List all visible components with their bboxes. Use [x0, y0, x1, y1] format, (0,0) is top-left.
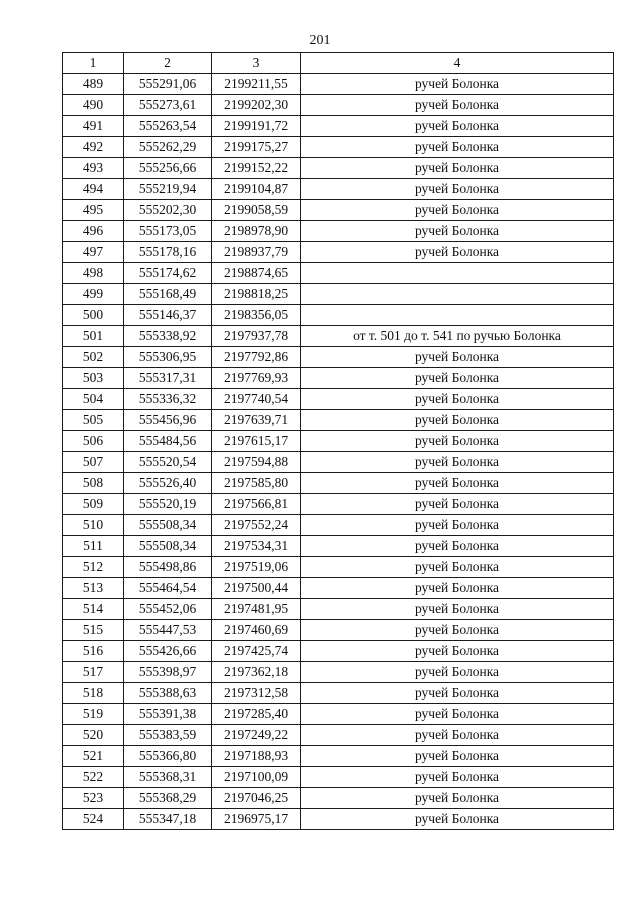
- table-row: [63, 578, 614, 599]
- y-coordinate-cell: 2197481,95: [212, 599, 301, 620]
- description-cell: ручей Болонка: [301, 200, 614, 221]
- point-number-cell: 514: [63, 599, 124, 620]
- y-coordinate-cell: 2199175,27: [212, 137, 301, 158]
- point-number-cell: 505: [63, 410, 124, 431]
- table-row: [63, 200, 614, 221]
- x-coordinate-cell: 555219,94: [124, 179, 212, 200]
- description-cell: ручей Болонка: [301, 578, 614, 599]
- point-number-cell: 518: [63, 683, 124, 704]
- x-coordinate-cell: 555464,54: [124, 578, 212, 599]
- column-header-point: 1: [63, 53, 124, 74]
- point-number-cell: 501: [63, 326, 124, 347]
- point-number-cell: 517: [63, 662, 124, 683]
- point-number-cell: 500: [63, 305, 124, 326]
- point-number-cell: 491: [63, 116, 124, 137]
- description-cell: ручей Болонка: [301, 158, 614, 179]
- table-row: [63, 641, 614, 662]
- x-coordinate-cell: 555383,59: [124, 725, 212, 746]
- y-coordinate-cell: 2197639,71: [212, 410, 301, 431]
- y-coordinate-cell: 2198937,79: [212, 242, 301, 263]
- y-coordinate-cell: 2197937,78: [212, 326, 301, 347]
- y-coordinate-cell: 2199152,22: [212, 158, 301, 179]
- x-coordinate-cell: 555347,18: [124, 809, 212, 830]
- table-row: [63, 263, 614, 284]
- x-coordinate-cell: 555452,06: [124, 599, 212, 620]
- table-row: [63, 221, 614, 242]
- x-coordinate-cell: 555202,30: [124, 200, 212, 221]
- x-coordinate-cell: 555426,66: [124, 641, 212, 662]
- table-row: [63, 683, 614, 704]
- y-coordinate-cell: 2199058,59: [212, 200, 301, 221]
- y-coordinate-cell: 2197500,44: [212, 578, 301, 599]
- point-number-cell: 519: [63, 704, 124, 725]
- description-cell: ручей Болонка: [301, 683, 614, 704]
- point-number-cell: 523: [63, 788, 124, 809]
- point-number-cell: 506: [63, 431, 124, 452]
- description-cell: ручей Болонка: [301, 620, 614, 641]
- x-coordinate-cell: 555526,40: [124, 473, 212, 494]
- y-coordinate-cell: 2197100,09: [212, 767, 301, 788]
- description-cell: ручей Болонка: [301, 368, 614, 389]
- coordinates-table: [62, 52, 614, 830]
- table-body: [63, 74, 614, 830]
- y-coordinate-cell: 2197566,81: [212, 494, 301, 515]
- point-number-cell: 490: [63, 95, 124, 116]
- y-coordinate-cell: 2199202,30: [212, 95, 301, 116]
- table-row: [63, 599, 614, 620]
- table-row: [63, 452, 614, 473]
- description-cell: ручей Болонка: [301, 389, 614, 410]
- point-number-cell: 511: [63, 536, 124, 557]
- description-cell: ручей Болонка: [301, 662, 614, 683]
- table-row: [63, 620, 614, 641]
- table-row: [63, 704, 614, 725]
- description-cell: ручей Болонка: [301, 557, 614, 578]
- y-coordinate-cell: 2198818,25: [212, 284, 301, 305]
- description-cell: [301, 305, 614, 326]
- y-coordinate-cell: 2197534,31: [212, 536, 301, 557]
- y-coordinate-cell: 2196975,17: [212, 809, 301, 830]
- column-header-x: 2: [124, 53, 212, 74]
- x-coordinate-cell: 555306,95: [124, 347, 212, 368]
- point-number-cell: 497: [63, 242, 124, 263]
- y-coordinate-cell: 2197362,18: [212, 662, 301, 683]
- y-coordinate-cell: 2197188,93: [212, 746, 301, 767]
- point-number-cell: 498: [63, 263, 124, 284]
- table-row: [63, 368, 614, 389]
- point-number-cell: 493: [63, 158, 124, 179]
- description-cell: ручей Болонка: [301, 746, 614, 767]
- x-coordinate-cell: 555366,80: [124, 746, 212, 767]
- description-cell: ручей Болонка: [301, 767, 614, 788]
- y-coordinate-cell: 2197519,06: [212, 557, 301, 578]
- description-cell: ручей Болонка: [301, 74, 614, 95]
- point-number-cell: 504: [63, 389, 124, 410]
- point-number-cell: 512: [63, 557, 124, 578]
- description-cell: ручей Болонка: [301, 221, 614, 242]
- x-coordinate-cell: 555368,29: [124, 788, 212, 809]
- x-coordinate-cell: 555317,31: [124, 368, 212, 389]
- table-row: [63, 242, 614, 263]
- x-coordinate-cell: 555508,34: [124, 536, 212, 557]
- y-coordinate-cell: 2198874,65: [212, 263, 301, 284]
- table-row: [63, 809, 614, 830]
- description-cell: ручей Болонка: [301, 473, 614, 494]
- table-row: [63, 410, 614, 431]
- x-coordinate-cell: 555256,66: [124, 158, 212, 179]
- x-coordinate-cell: 555520,54: [124, 452, 212, 473]
- y-coordinate-cell: 2198356,05: [212, 305, 301, 326]
- y-coordinate-cell: 2198978,90: [212, 221, 301, 242]
- x-coordinate-cell: 555336,32: [124, 389, 212, 410]
- point-number-cell: 496: [63, 221, 124, 242]
- description-cell: ручей Болонка: [301, 641, 614, 662]
- table-row: [63, 515, 614, 536]
- y-coordinate-cell: 2199191,72: [212, 116, 301, 137]
- point-number-cell: 513: [63, 578, 124, 599]
- x-coordinate-cell: 555263,54: [124, 116, 212, 137]
- x-coordinate-cell: 555447,53: [124, 620, 212, 641]
- page-number: 201: [309, 33, 331, 48]
- table-row: [63, 494, 614, 515]
- y-coordinate-cell: 2197792,86: [212, 347, 301, 368]
- description-cell: ручей Болонка: [301, 410, 614, 431]
- y-coordinate-cell: 2197285,40: [212, 704, 301, 725]
- y-coordinate-cell: 2197425,74: [212, 641, 301, 662]
- description-cell: ручей Болонка: [301, 725, 614, 746]
- x-coordinate-cell: 555398,97: [124, 662, 212, 683]
- table-row: [63, 137, 614, 158]
- description-cell: ручей Болонка: [301, 242, 614, 263]
- x-coordinate-cell: 555338,92: [124, 326, 212, 347]
- description-cell: ручей Болонка: [301, 536, 614, 557]
- description-cell: ручей Болонка: [301, 809, 614, 830]
- x-coordinate-cell: 555508,34: [124, 515, 212, 536]
- description-cell: ручей Болонка: [301, 137, 614, 158]
- x-coordinate-cell: 555146,37: [124, 305, 212, 326]
- y-coordinate-cell: 2197249,22: [212, 725, 301, 746]
- description-cell: ручей Болонка: [301, 788, 614, 809]
- table-row: [63, 158, 614, 179]
- column-header-description: 4: [301, 53, 614, 74]
- description-cell: ручей Болонка: [301, 704, 614, 725]
- description-cell: ручей Болонка: [301, 179, 614, 200]
- y-coordinate-cell: 2197615,17: [212, 431, 301, 452]
- y-coordinate-cell: 2197594,88: [212, 452, 301, 473]
- point-number-cell: 494: [63, 179, 124, 200]
- table-row: [63, 95, 614, 116]
- y-coordinate-cell: 2197769,93: [212, 368, 301, 389]
- y-coordinate-cell: 2197312,58: [212, 683, 301, 704]
- table-row: [63, 536, 614, 557]
- x-coordinate-cell: 555168,49: [124, 284, 212, 305]
- description-cell: от т. 501 до т. 541 по ручью Болонка: [301, 326, 614, 347]
- y-coordinate-cell: 2197460,69: [212, 620, 301, 641]
- table-header-row: [63, 53, 614, 74]
- y-coordinate-cell: 2197740,54: [212, 389, 301, 410]
- table-row: [63, 74, 614, 95]
- point-number-cell: 515: [63, 620, 124, 641]
- y-coordinate-cell: 2197046,25: [212, 788, 301, 809]
- y-coordinate-cell: 2199104,87: [212, 179, 301, 200]
- point-number-cell: 503: [63, 368, 124, 389]
- point-number-cell: 520: [63, 725, 124, 746]
- description-cell: ручей Болонка: [301, 515, 614, 536]
- description-cell: ручей Болонка: [301, 95, 614, 116]
- table-row: [63, 557, 614, 578]
- table-row: [63, 326, 614, 347]
- point-number-cell: 499: [63, 284, 124, 305]
- x-coordinate-cell: 555484,56: [124, 431, 212, 452]
- description-cell: ручей Болонка: [301, 347, 614, 368]
- y-coordinate-cell: 2197552,24: [212, 515, 301, 536]
- point-number-cell: 522: [63, 767, 124, 788]
- x-coordinate-cell: 555368,31: [124, 767, 212, 788]
- x-coordinate-cell: 555498,86: [124, 557, 212, 578]
- table-row: [63, 284, 614, 305]
- description-cell: ручей Болонка: [301, 116, 614, 137]
- x-coordinate-cell: 555291,06: [124, 74, 212, 95]
- table-row: [63, 473, 614, 494]
- x-coordinate-cell: 555262,29: [124, 137, 212, 158]
- x-coordinate-cell: 555173,05: [124, 221, 212, 242]
- description-cell: ручей Болонка: [301, 494, 614, 515]
- point-number-cell: 509: [63, 494, 124, 515]
- point-number-cell: 516: [63, 641, 124, 662]
- table-row: [63, 725, 614, 746]
- x-coordinate-cell: 555273,61: [124, 95, 212, 116]
- x-coordinate-cell: 555391,38: [124, 704, 212, 725]
- point-number-cell: 495: [63, 200, 124, 221]
- y-coordinate-cell: 2199211,55: [212, 74, 301, 95]
- point-number-cell: 502: [63, 347, 124, 368]
- point-number-cell: 524: [63, 809, 124, 830]
- column-header-y: 3: [212, 53, 301, 74]
- description-cell: ручей Болонка: [301, 431, 614, 452]
- table-row: [63, 662, 614, 683]
- description-cell: [301, 263, 614, 284]
- point-number-cell: 508: [63, 473, 124, 494]
- table-row: [63, 389, 614, 410]
- x-coordinate-cell: 555174,62: [124, 263, 212, 284]
- x-coordinate-cell: 555388,63: [124, 683, 212, 704]
- table-row: [63, 116, 614, 137]
- point-number-cell: 507: [63, 452, 124, 473]
- x-coordinate-cell: 555456,96: [124, 410, 212, 431]
- x-coordinate-cell: 555520,19: [124, 494, 212, 515]
- table-row: [63, 305, 614, 326]
- table-row: [63, 431, 614, 452]
- table-row: [63, 767, 614, 788]
- x-coordinate-cell: 555178,16: [124, 242, 212, 263]
- table-row: [63, 179, 614, 200]
- description-cell: [301, 284, 614, 305]
- point-number-cell: 521: [63, 746, 124, 767]
- point-number-cell: 510: [63, 515, 124, 536]
- point-number-cell: 492: [63, 137, 124, 158]
- table-row: [63, 746, 614, 767]
- point-number-cell: 489: [63, 74, 124, 95]
- description-cell: ручей Болонка: [301, 599, 614, 620]
- y-coordinate-cell: 2197585,80: [212, 473, 301, 494]
- table-row: [63, 788, 614, 809]
- table-row: [63, 347, 614, 368]
- description-cell: ручей Болонка: [301, 452, 614, 473]
